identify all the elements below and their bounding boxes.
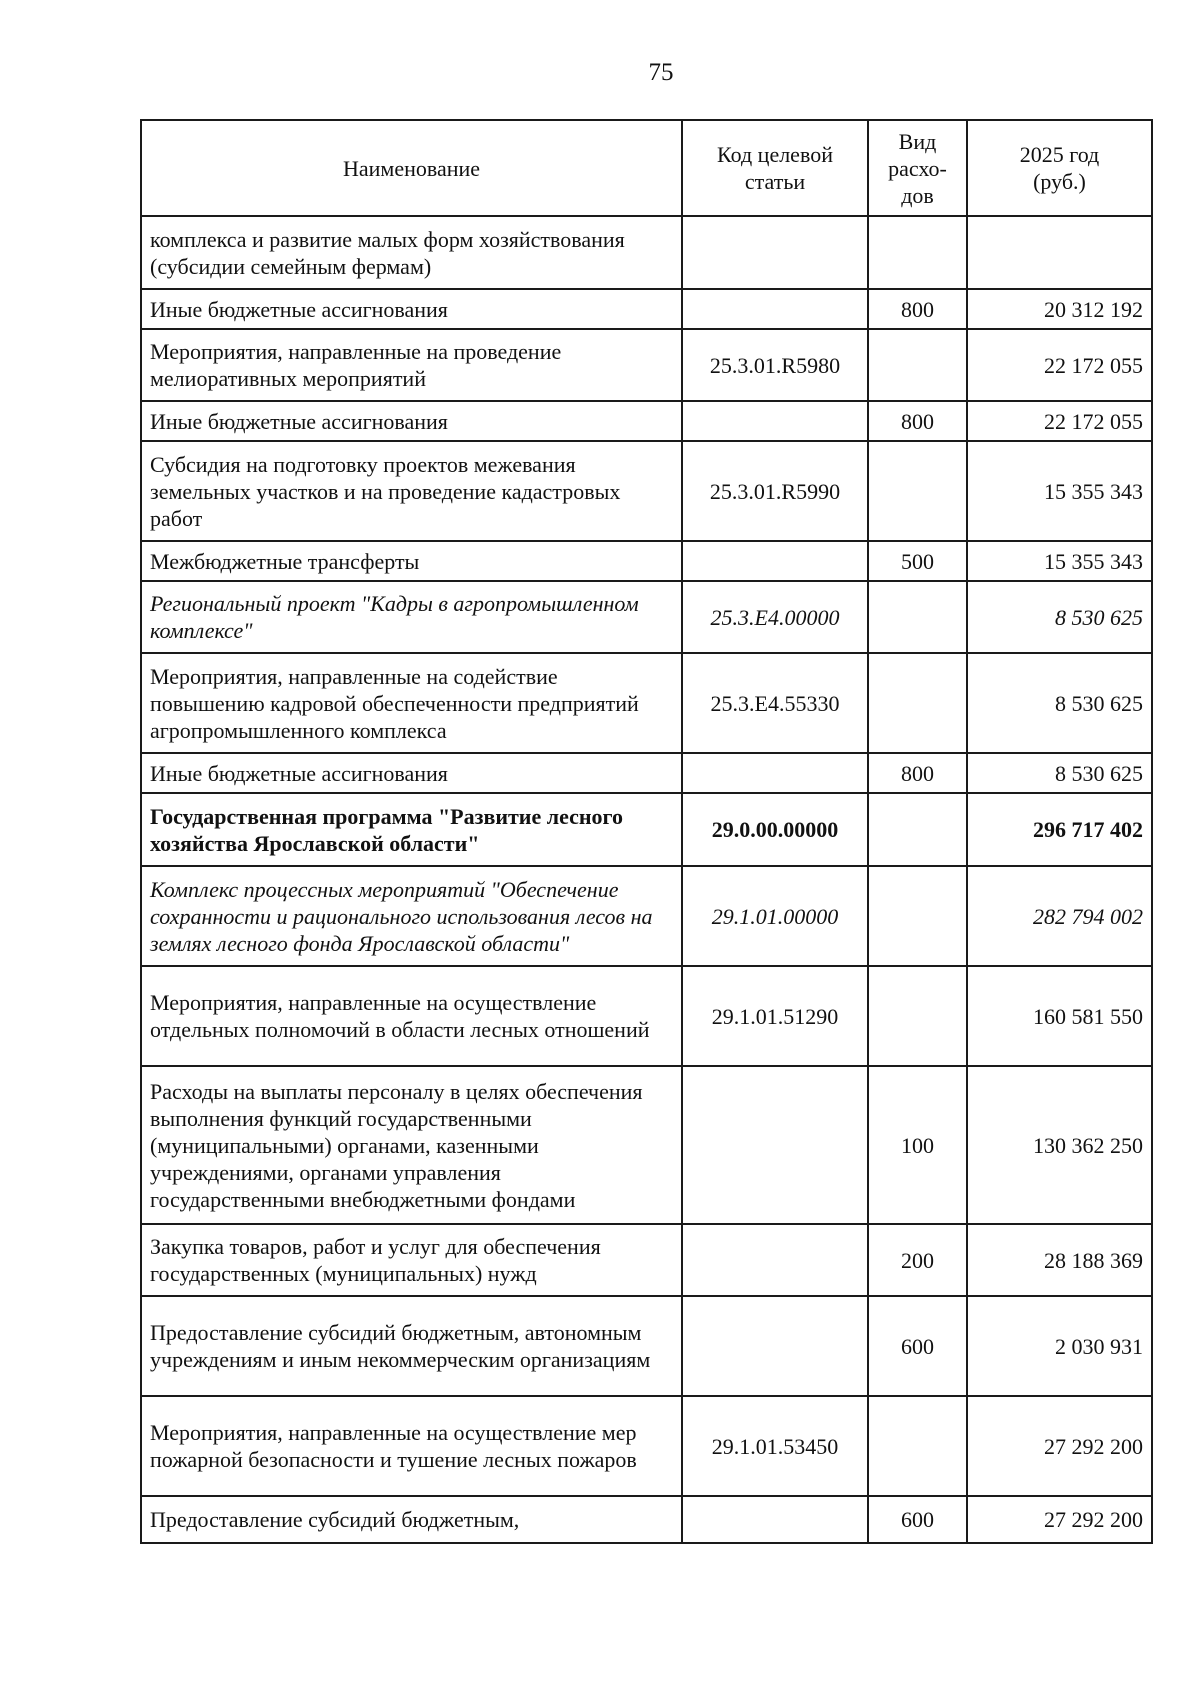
- header-kind-line: расхо-: [888, 155, 947, 181]
- table-row: [141, 401, 1152, 441]
- row-name-cell: Закупка товаров, работ и услуг для обеспечения государственных (муниципальных) нужд: [141, 1224, 682, 1296]
- header-kind-line: Вид: [898, 128, 937, 154]
- row-kind-cell: [868, 793, 967, 866]
- table-row: [141, 581, 1152, 653]
- row-amount-cell: 282 794 002: [967, 866, 1152, 966]
- row-code-cell: [682, 753, 868, 793]
- row-name-cell: Комплекс процессных мероприятий "Обеспечение сохранности и рационального использования лесов на землях лесного фонда Ярославской области": [141, 866, 682, 966]
- row-kind-cell: 200: [868, 1224, 967, 1296]
- row-amount-cell: 15 355 343: [967, 441, 1152, 541]
- row-name-cell: Мероприятия, направленные на содействие повышению кадровой обеспеченности предприятий агропромышленного комплекса: [141, 653, 682, 753]
- row-kind-cell: [868, 653, 967, 753]
- header-name: Наименование: [141, 120, 682, 216]
- table-row: [141, 966, 1152, 1066]
- row-kind-cell: 600: [868, 1296, 967, 1396]
- row-amount-cell: 160 581 550: [967, 966, 1152, 1066]
- row-code-cell: 25.3.01.R5980: [682, 329, 868, 401]
- row-code-cell: [682, 1066, 868, 1224]
- row-kind-cell: 500: [868, 541, 967, 581]
- header-amount: [967, 120, 1152, 216]
- row-amount-cell: 22 172 055: [967, 329, 1152, 401]
- row-amount-cell: 8 530 625: [967, 753, 1152, 793]
- row-name-cell: Субсидия на подготовку проектов межевания земельных участков и на проведение кадастровых работ: [141, 441, 682, 541]
- budget-table: [140, 119, 1153, 1544]
- header-amount-line: (руб.): [1033, 169, 1086, 194]
- row-name-cell: Расходы на выплаты персоналу в целях обеспечения выполнения функций государственными (муниципальными) органами, казенными учреждениями, органами управления государственными внебюджетными фондами: [141, 1066, 682, 1224]
- row-code-cell: [682, 1296, 868, 1396]
- row-name-cell: Иные бюджетные ассигнования: [141, 401, 682, 441]
- table-row: [141, 1224, 1152, 1296]
- row-kind-cell: [868, 581, 967, 653]
- table-row: [141, 653, 1152, 753]
- row-name-cell: Мероприятия, направленные на осуществление мер пожарной безопасности и тушение лесных пожаров: [141, 1396, 682, 1496]
- table-row: [141, 1296, 1152, 1396]
- row-name-cell: Региональный проект "Кадры в агропромышленном комплексе": [141, 581, 682, 653]
- row-kind-cell: [868, 441, 967, 541]
- table-row: [141, 1396, 1152, 1496]
- table-row: [141, 866, 1152, 966]
- row-amount-cell: 22 172 055: [967, 401, 1152, 441]
- row-amount-cell: 8 530 625: [967, 581, 1152, 653]
- row-name-cell: Иные бюджетные ассигнования: [141, 289, 682, 329]
- row-code-cell: [682, 216, 868, 289]
- row-code-cell: [682, 401, 868, 441]
- row-kind-cell: [868, 329, 967, 401]
- page-number: 75: [648, 59, 674, 86]
- row-code-cell: [682, 289, 868, 329]
- row-code-cell: 25.3.01.R5990: [682, 441, 868, 541]
- row-amount-cell: 15 355 343: [967, 541, 1152, 581]
- row-code-cell: 25.3.Е4.00000: [682, 581, 868, 653]
- row-name-cell: Предоставление субсидий бюджетным,: [141, 1496, 682, 1543]
- row-amount-cell: 20 312 192: [967, 289, 1152, 329]
- row-amount-cell: 130 362 250: [967, 1066, 1152, 1224]
- row-code-cell: [682, 541, 868, 581]
- table-row: [141, 753, 1152, 793]
- row-name-cell: комплекса и развитие малых форм хозяйствования (субсидии семейным фермам): [141, 216, 682, 289]
- row-code-cell: 29.1.01.53450: [682, 1396, 868, 1496]
- row-name-cell: Мероприятия, направленные на проведение мелиоративных мероприятий: [141, 329, 682, 401]
- row-amount-cell: 27 292 200: [967, 1496, 1152, 1543]
- header-kind-line: дов: [901, 182, 934, 208]
- header-kind: [868, 120, 967, 216]
- row-kind-cell: 800: [868, 401, 967, 441]
- row-kind-cell: 600: [868, 1496, 967, 1543]
- row-code-cell: [682, 1496, 868, 1543]
- row-name-cell: Предоставление субсидий бюджетным, автономным учреждениям и иным некоммерческим организациям: [141, 1296, 682, 1396]
- table-body: [141, 216, 1152, 1543]
- row-amount-cell: 8 530 625: [967, 653, 1152, 753]
- row-code-cell: 29.1.01.51290: [682, 966, 868, 1066]
- table-row: [141, 329, 1152, 401]
- row-amount-cell: [967, 216, 1152, 289]
- row-amount-cell: 296 717 402: [967, 793, 1152, 866]
- table-row: [141, 441, 1152, 541]
- row-kind-cell: [868, 216, 967, 289]
- table-row: [141, 216, 1152, 289]
- table-row: [141, 793, 1152, 866]
- row-name-cell: Государственная программа "Развитие лесного хозяйства Ярославской области": [141, 793, 682, 866]
- row-kind-cell: 100: [868, 1066, 967, 1224]
- table-row: [141, 541, 1152, 581]
- row-code-cell: 29.1.01.00000: [682, 866, 868, 966]
- row-kind-cell: [868, 1396, 967, 1496]
- row-amount-cell: 28 188 369: [967, 1224, 1152, 1296]
- row-kind-cell: 800: [868, 289, 967, 329]
- table-header: [141, 120, 1152, 216]
- row-name-cell: Мероприятия, направленные на осуществление отдельных полномочий в области лесных отношений: [141, 966, 682, 1066]
- header-code: Код целевой статьи: [682, 120, 868, 216]
- table-row: [141, 1496, 1152, 1543]
- table-row: [141, 289, 1152, 329]
- row-amount-cell: 27 292 200: [967, 1396, 1152, 1496]
- row-amount-cell: 2 030 931: [967, 1296, 1152, 1396]
- header-amount-line: 2025 год: [1019, 142, 1100, 167]
- row-name-cell: Межбюджетные трансферты: [141, 541, 682, 581]
- row-name-cell: Иные бюджетные ассигнования: [141, 753, 682, 793]
- row-kind-cell: [868, 966, 967, 1066]
- row-kind-cell: 800: [868, 753, 967, 793]
- row-code-cell: 25.3.Е4.55330: [682, 653, 868, 753]
- row-code-cell: 29.0.00.00000: [682, 793, 868, 866]
- row-kind-cell: [868, 866, 967, 966]
- row-code-cell: [682, 1224, 868, 1296]
- table-row: [141, 1066, 1152, 1224]
